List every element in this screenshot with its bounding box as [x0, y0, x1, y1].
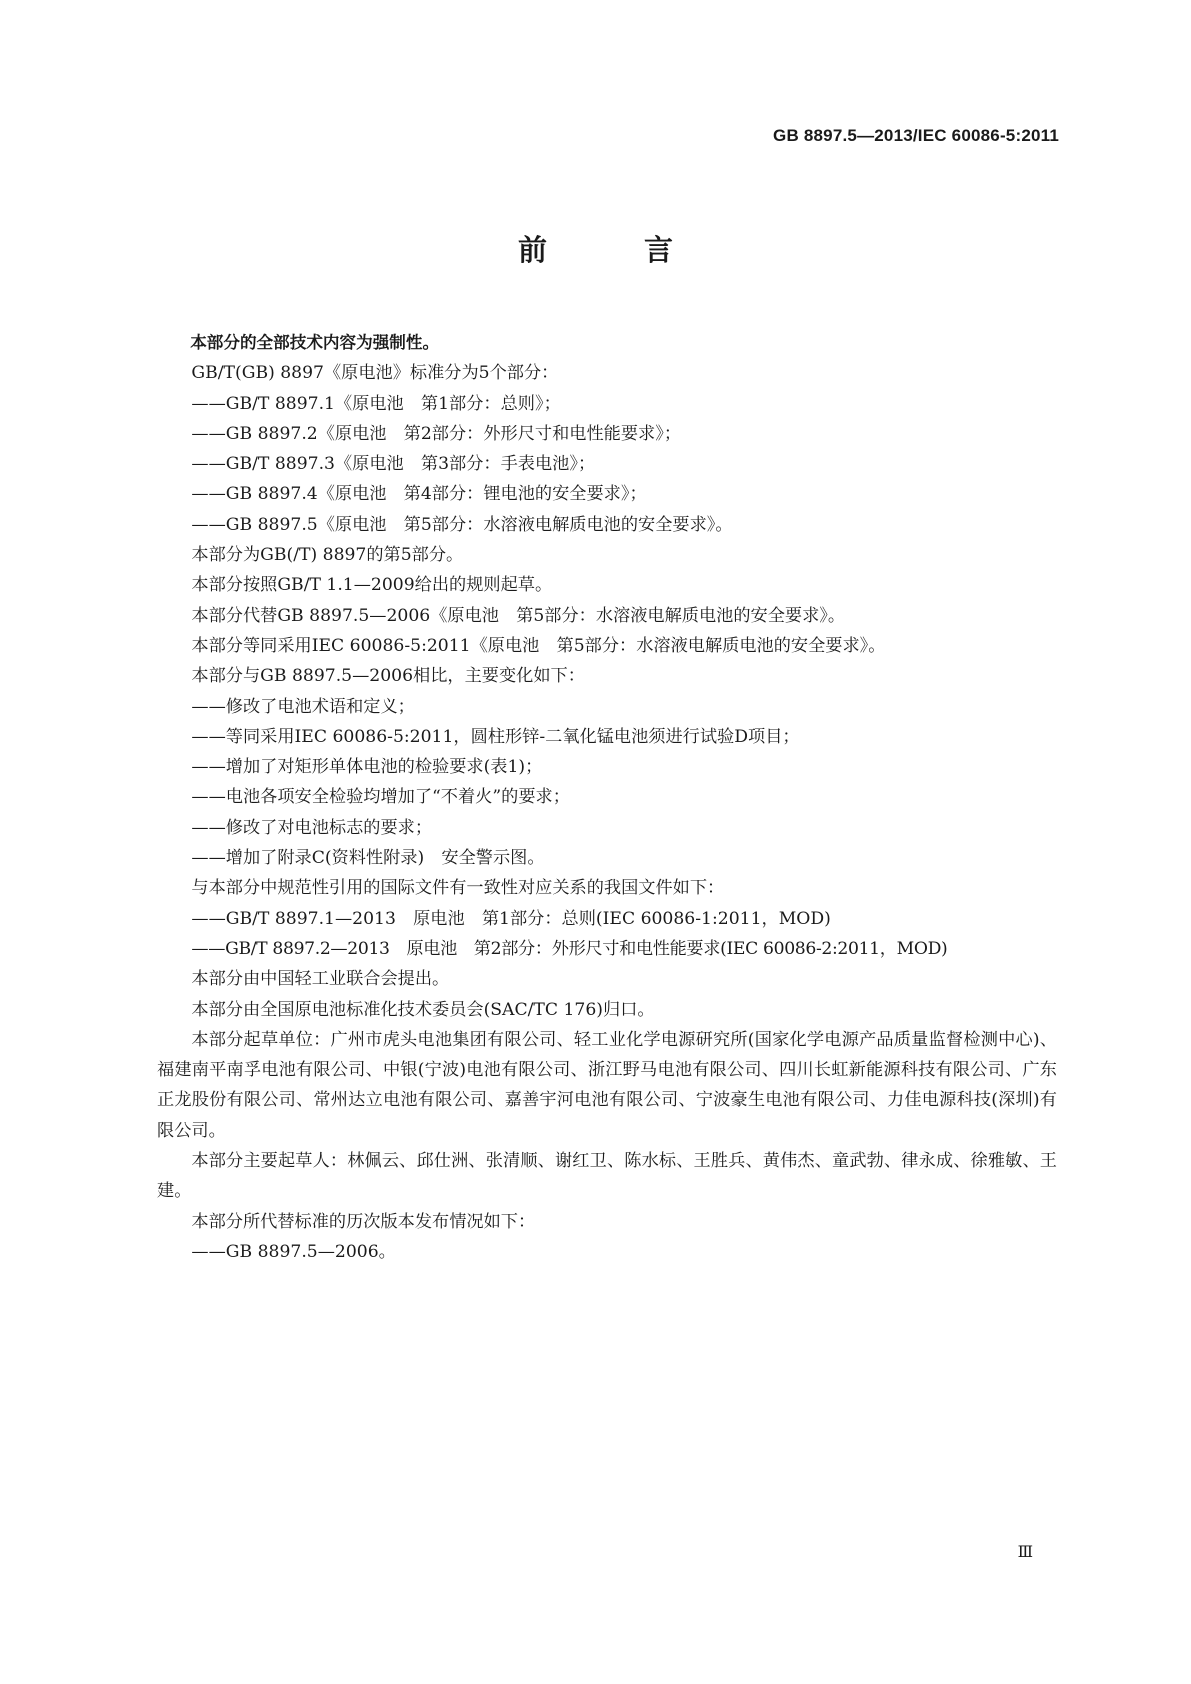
list-item: ——增加了附录C(资料性附录) 安全警示图。	[191, 848, 545, 869]
page-number: Ⅲ	[1017, 1542, 1033, 1561]
list-item: ——增加了对矩形单体电池的检验要求(表1)；	[191, 757, 543, 778]
paragraph: 本部分由中国轻工业联合会提出。	[191, 969, 450, 990]
list-item: ——GB 8897.5—2006。	[191, 1241, 396, 1262]
list-item: ——GB 8897.4《原电池 第4部分：锂电池的安全要求》；	[191, 484, 647, 505]
mandatory-statement: 本部分的全部技术内容为强制性。	[190, 333, 440, 352]
paragraph: 本部分等同采用IEC 60086-5:2011《原电池 第5部分：水溶液电解质电池的安全要求》。	[191, 635, 886, 656]
paragraph: GB/T(GB) 8897《原电池》标准分为5个部分：	[191, 363, 559, 384]
list-item: ——GB/T 8897.2—2013 原电池 第2部分：外形尺寸和电性能要求(IEC 60086-2:2011，MOD)	[191, 938, 948, 959]
foreword-body	[157, 328, 1057, 1267]
paragraph: 本部分所代替标准的历次版本发布情况如下：	[191, 1211, 536, 1232]
list-item: ——等同采用IEC 60086-5:2011，圆柱形锌-二氧化锰电池须进行试验D项目；	[191, 726, 800, 747]
paragraph: 本部分按照GB/T 1.1—2009给出的规则起草。	[191, 575, 553, 596]
list-item: ——GB/T 8897.3《原电池 第3部分：手表电池》；	[191, 454, 596, 475]
paragraph: 本部分由全国原电池标准化技术委员会(SAC/TC 176)归口。	[191, 999, 655, 1020]
list-item: ——GB/T 8897.1—2013 原电池 第1部分：总则(IEC 60086-1:2011，MOD)	[191, 908, 831, 929]
drafters: 本部分主要起草人：林佩云、邱仕洲、张清顺、谢红卫、陈水标、王胜兵、黄伟杰、童武勃、律永成、徐雅敏、王建。	[157, 1151, 1057, 1202]
list-item: ——修改了对电池标志的要求；	[191, 817, 433, 838]
standard-code: GB 8897.5—2013/IEC 60086-5:2011	[773, 126, 1059, 145]
page-title: 前 言	[517, 233, 707, 267]
list-item: ——修改了电池术语和定义；	[191, 696, 415, 717]
paragraph: 本部分与GB 8897.5—2006相比，主要变化如下：	[191, 666, 585, 687]
paragraph: 本部分代替GB 8897.5—2006《原电池 第5部分：水溶液电解质电池的安全要求》。	[191, 605, 846, 626]
paragraph: 本部分为GB(/T) 8897的第5部分。	[191, 545, 464, 566]
list-item: ——GB 8897.2《原电池 第2部分：外形尺寸和电性能要求》；	[191, 423, 682, 444]
list-item: ——电池各项安全检验均增加了“不着火”的要求；	[191, 787, 570, 808]
paragraph: 与本部分中规范性引用的国际文件有一致性对应关系的我国文件如下：	[191, 878, 725, 899]
list-item: ——GB 8897.5《原电池 第5部分：水溶液电解质电池的安全要求》。	[191, 514, 733, 535]
list-item: ——GB/T 8897.1《原电池 第1部分：总则》；	[191, 393, 561, 414]
drafting-units: 本部分起草单位：广州市虎头电池集团有限公司、轻工业化学电源研究所(国家化学电源产品质量监督检测中心)、福建南平南孚电池有限公司、中银(宁波)电池有限公司、浙江野马电池有限公司、四川长虹新能源科技有限公司、广东正龙股份有限公司、常州达立电池有限公司、嘉善宇河电池有限公司、宁波豪生电池有限公司、力佳电源科技(深圳)有限公司。	[157, 1029, 1057, 1141]
